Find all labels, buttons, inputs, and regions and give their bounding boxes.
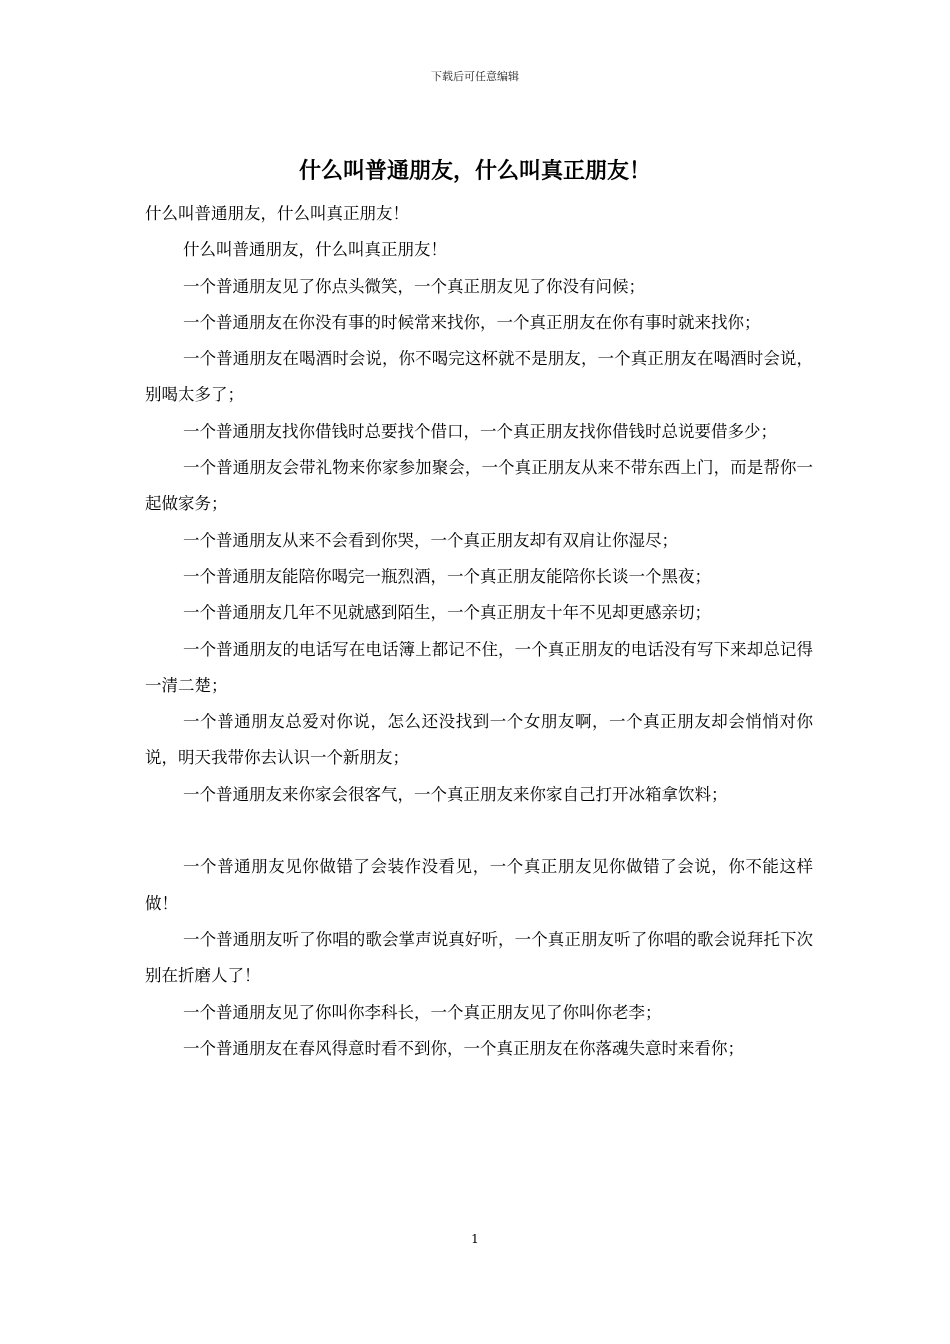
paragraph: 一个普通朋友从来不会看到你哭，一个真正朋友却有双肩让你湿尽； xyxy=(183,530,678,550)
paragraph: 一个普通朋友几年不见就感到陌生，一个真正朋友十年不见却更感亲切； xyxy=(183,603,711,623)
page-number: 1 xyxy=(471,1232,479,1246)
document-title: 什么叫普通朋友，什么叫真正朋友！ xyxy=(298,158,651,184)
paragraph: 一个普通朋友找你借钱时总要找个借口，一个真正朋友找你借钱时总说要借多少； xyxy=(183,421,777,441)
paragraph: 一个普通朋友总爱对你说，怎么还没找到一个女朋友啊，一个真正朋友却会悄悄对你说，明天我带你去认识一个新朋友； xyxy=(145,712,813,768)
header-note: 下载后可任意编辑 xyxy=(431,70,519,83)
paragraph: 一个普通朋友在春风得意时看不到你，一个真正朋友在你落魂失意时来看你； xyxy=(183,1038,744,1058)
paragraph: 一个普通朋友的电话写在电话簿上都记不住，一个真正朋友的电话没有写下来却总记得一清二楚； xyxy=(145,639,813,695)
document-body xyxy=(145,196,813,1067)
paragraph: 一个普通朋友在你没有事的时候常来找你，一个真正朋友在你有事时就来找你； xyxy=(183,312,761,332)
paragraph: 一个普通朋友见了你叫你李科长，一个真正朋友见了你叫你老李； xyxy=(183,1002,662,1022)
paragraph: 一个普通朋友来你家会很客气，一个真正朋友来你家自己打开冰箱拿饮料； xyxy=(183,784,728,804)
paragraph: 一个普通朋友见了你点头微笑，一个真正朋友见了你没有问候； xyxy=(183,276,645,296)
paragraph: 什么叫普通朋友，什么叫真正朋友！ xyxy=(183,240,447,260)
paragraph: 什么叫普通朋友，什么叫真正朋友！ xyxy=(145,204,409,223)
paragraph: 一个普通朋友见你做错了会装作没看见，一个真正朋友见你做错了会说，你不能这样做！ xyxy=(145,857,813,913)
blank-line xyxy=(145,813,813,849)
paragraph: 一个普通朋友能陪你喝完一瓶烈酒，一个真正朋友能陪你长谈一个黑夜； xyxy=(183,566,711,586)
paragraph: 一个普通朋友听了你唱的歌会掌声说真好听，一个真正朋友听了你唱的歌会说拜托下次别在折磨人了！ xyxy=(145,929,813,986)
paragraph: 一个普通朋友会带礼物来你家参加聚会，一个真正朋友从来不带东西上门，而是帮你一起做家务； xyxy=(145,458,813,514)
paragraph: 一个普通朋友在喝酒时会说，你不喝完这杯就不是朋友，一个真正朋友在喝酒时会说，别喝太多了； xyxy=(145,349,813,405)
